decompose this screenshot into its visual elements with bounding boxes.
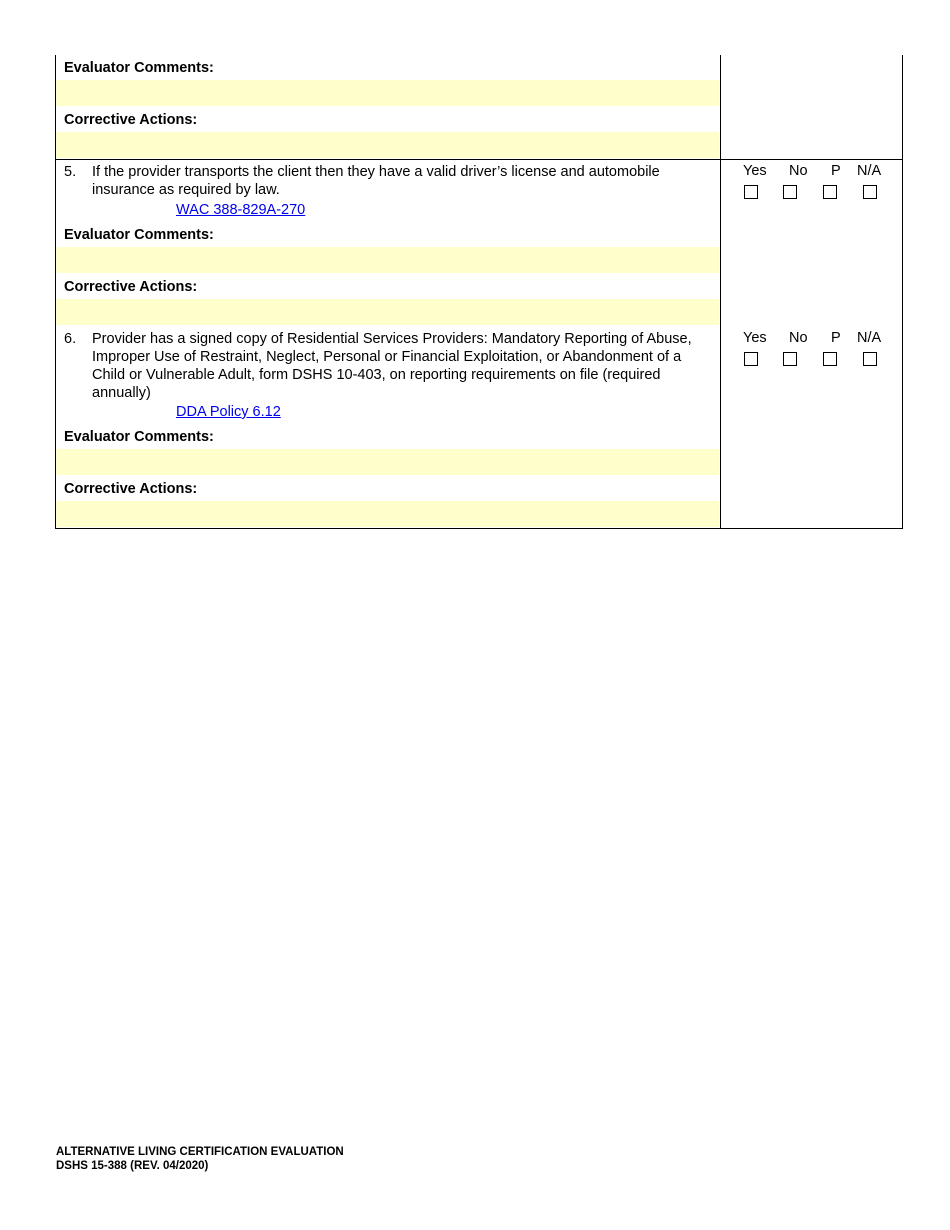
yes-label: Yes xyxy=(743,330,767,346)
evaluator-comments-field[interactable] xyxy=(56,449,719,475)
corrective-actions-field[interactable] xyxy=(56,132,719,158)
corrective-actions-field[interactable] xyxy=(56,501,719,527)
answer-group-6 xyxy=(721,330,903,370)
corrective-actions-label: Corrective Actions: xyxy=(64,279,198,295)
na-checkbox[interactable] xyxy=(863,185,877,199)
question-item-6 xyxy=(64,330,714,402)
reference-link[interactable]: WAC 388-829A-270 xyxy=(176,202,306,218)
column-divider xyxy=(720,55,721,528)
footer-title: ALTERNATIVE LIVING CERTIFICATION EVALUATION xyxy=(56,1146,344,1158)
question-item-5 xyxy=(64,163,714,199)
reference-link[interactable]: DDA Policy 6.12 xyxy=(176,404,281,420)
corrective-actions-label: Corrective Actions: xyxy=(64,481,198,497)
no-checkbox[interactable] xyxy=(783,185,797,199)
answer-group-5 xyxy=(721,163,903,203)
evaluator-comments-field[interactable] xyxy=(56,80,719,106)
item-number: 5. xyxy=(64,164,77,180)
no-checkbox[interactable] xyxy=(783,352,797,366)
item-number: 6. xyxy=(64,331,77,347)
corrective-actions-field[interactable] xyxy=(56,299,719,325)
corrective-actions-label: Corrective Actions: xyxy=(64,112,198,128)
row-divider xyxy=(56,159,902,160)
partial-label: P xyxy=(831,163,841,179)
evaluation-table xyxy=(55,55,903,529)
partial-checkbox[interactable] xyxy=(823,185,837,199)
footer-form-number: DSHS 15-388 (REV. 04/2020) xyxy=(56,1160,209,1172)
evaluator-comments-label: Evaluator Comments: xyxy=(64,227,214,243)
yes-checkbox[interactable] xyxy=(744,352,758,366)
partial-checkbox[interactable] xyxy=(823,352,837,366)
no-label: No xyxy=(789,330,808,346)
item-text: Provider has a signed copy of Residential Services Providers: Mandatory Reporting of Abuse, Improper Use of Restraint, Neglect, Personal or Financial Exploitation, or Abandonment of a Child or Vulnerable Adult, form DSHS 10-403, on reporting requirements on file (required annually) xyxy=(92,331,692,401)
na-checkbox[interactable] xyxy=(863,352,877,366)
na-label: N/A xyxy=(857,330,882,346)
evaluator-comments-field[interactable] xyxy=(56,247,719,273)
item-text: If the provider transports the client then they have a valid driver’s license and automobile insurance as required by law. xyxy=(92,164,660,198)
evaluator-comments-label: Evaluator Comments: xyxy=(64,60,214,76)
no-label: No xyxy=(789,163,808,179)
partial-label: P xyxy=(831,330,841,346)
na-label: N/A xyxy=(857,163,882,179)
page-footer xyxy=(56,1145,344,1173)
evaluator-comments-label: Evaluator Comments: xyxy=(64,429,214,445)
yes-checkbox[interactable] xyxy=(744,185,758,199)
yes-label: Yes xyxy=(743,163,767,179)
